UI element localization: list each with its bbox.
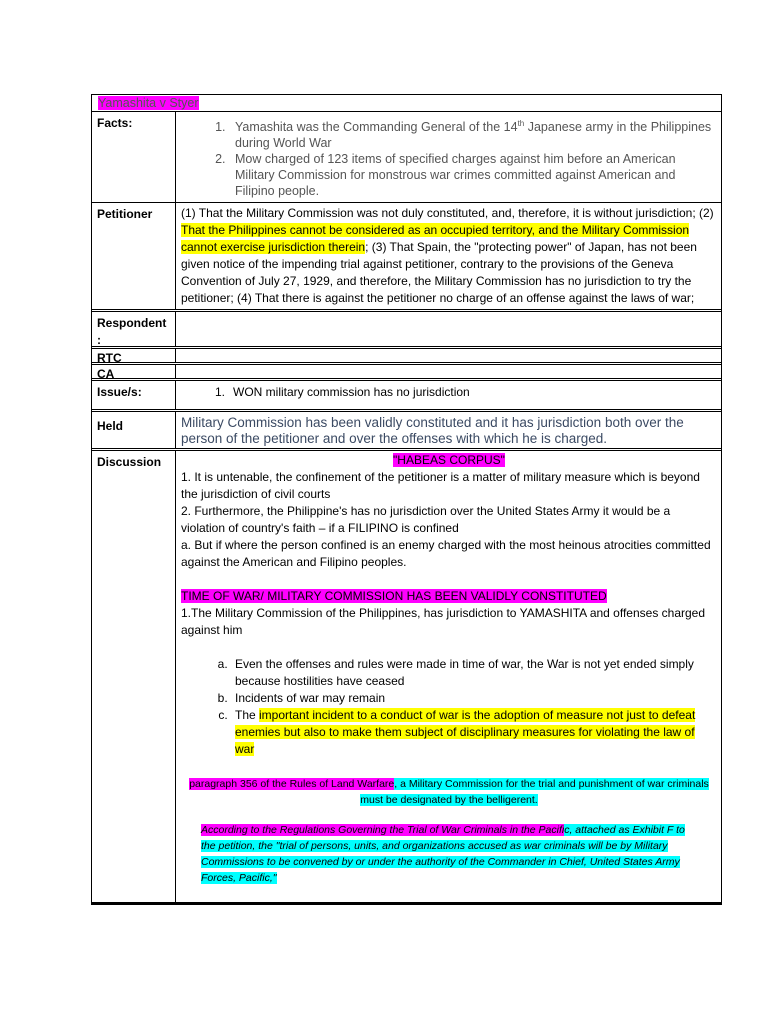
rtc-label: RTC	[92, 349, 176, 362]
regulations-paragraph: According to the Regulations Governing the Trial of War Criminals in the Pacific, attached as Exhibit F to the petition, the "trial of persons, units, and organizations accused as war criminals will be by Military Commissions to be convened by or under the authority of the Commander in Chief, United States Army Forces, Pacific,"	[201, 824, 685, 885]
petitioner-cell: (1) That the Military Commission was not duly constituted, and, therefore, it is without jurisdiction; (2) That the Philippines cannot be considered as an occupied territory, and the Military Commission cannot exercise jurisdiction therein; (3) That Spain, the "protecting power" of Japan, has not been given notice of the impending trial against petitioner, contrary to the provisions of the Geneva Convention of July 27, 1929, and therefore, the Military Commission has no jurisdiction to try the petitioner; (4) That there is against the petitioner no charge of an offense against the laws of war;	[181, 206, 714, 306]
issue-item-1: WON military commission has no jurisdiction	[233, 385, 470, 400]
discussion-para-4: 1.The Military Commission of the Philippines, has jurisdiction to YAMASHITA and offenses charged against him	[181, 606, 706, 638]
facts-item-2: 2. Mow charged of 123 items of specified charges against him before an American Military Commission for monstrous war crimes committed against American and Filipino people.	[229, 151, 717, 199]
discussion-label: Discussion	[92, 451, 176, 902]
discussion-alpha-list	[181, 656, 717, 758]
respondent-label: Respondent :	[92, 312, 176, 346]
petitioner-row	[92, 202, 721, 309]
held-label: Held	[92, 412, 176, 448]
petitioner-highlight: That the Philippines cannot be considered as an occupied territory, and the Military Commission cannot exercise jurisdiction therein	[181, 223, 690, 255]
alpha-item-b: b. Incidents of war may remain	[231, 690, 717, 707]
facts-item-1: 1. Yamashita was the Commanding General of the 14th Japanese army in the Philippines during World War	[229, 116, 717, 151]
ca-label: CA	[92, 365, 176, 378]
ca-row	[92, 362, 721, 382]
case-digest-table	[91, 94, 722, 905]
respondent-row	[92, 309, 721, 346]
paragraph-356: paragraph 356 of the Rules of Land Warfare, a Military Commission for the trial and punishment of war criminals must be designated by the belligerent.	[189, 778, 709, 807]
petitioner-label: Petitioner	[92, 203, 176, 309]
facts-cell	[176, 112, 721, 202]
facts-row	[92, 111, 721, 202]
facts-list	[181, 116, 717, 199]
rtc-row	[92, 346, 721, 366]
time-of-war-heading: TIME OF WAR/ MILITARY COMMISSION HAS BEEN VALIDLY CONSTITUTED	[181, 589, 607, 604]
issues-row	[92, 378, 721, 409]
ca-cell	[176, 365, 721, 378]
facts-label: Facts:	[92, 112, 176, 202]
discussion-para-1: 1. It is untenable, the confinement of the petitioner is a matter of military measure which is beyond the jurisdiction of civil courts	[181, 470, 700, 502]
issues-cell: 1. WON military commission has no jurisdiction	[214, 385, 470, 400]
rtc-cell	[176, 349, 721, 362]
discussion-cell	[176, 451, 721, 902]
habeas-corpus-heading: "HABEAS CORPUS"	[393, 453, 505, 468]
discussion-row	[92, 448, 721, 902]
held-cell: Military Commission has been validly constituted and it has jurisdiction both over the person of the petitioner and over the offenses with which he is charged.	[181, 415, 684, 447]
held-row	[92, 409, 721, 448]
respondent-cell	[176, 312, 721, 346]
case-title-cell	[92, 95, 721, 111]
alpha-item-c: c. The important incident to a conduct of war is the adoption of measure not just to defeat enemies but also to make them subject of disciplinary measures for violating the law of war	[231, 707, 717, 758]
issues-label: Issue/s:	[92, 381, 176, 409]
title-row	[92, 95, 721, 111]
case-title: Yamashita v Styer	[98, 96, 199, 110]
discussion-para-3: a. But if where the person confined is an enemy charged with the most heinous atrocities committed against the American and Filipino peoples.	[181, 538, 711, 570]
alpha-item-a: a. Even the offenses and rules were made in time of war, the War is not yet ended simply because hostilities have ceased	[231, 656, 717, 690]
discussion-para-2: 2. Furthermore, the Philippine's has no jurisdiction over the United States Army it would be a violation of country's faith – if a FILIPINO is confined	[181, 504, 671, 536]
